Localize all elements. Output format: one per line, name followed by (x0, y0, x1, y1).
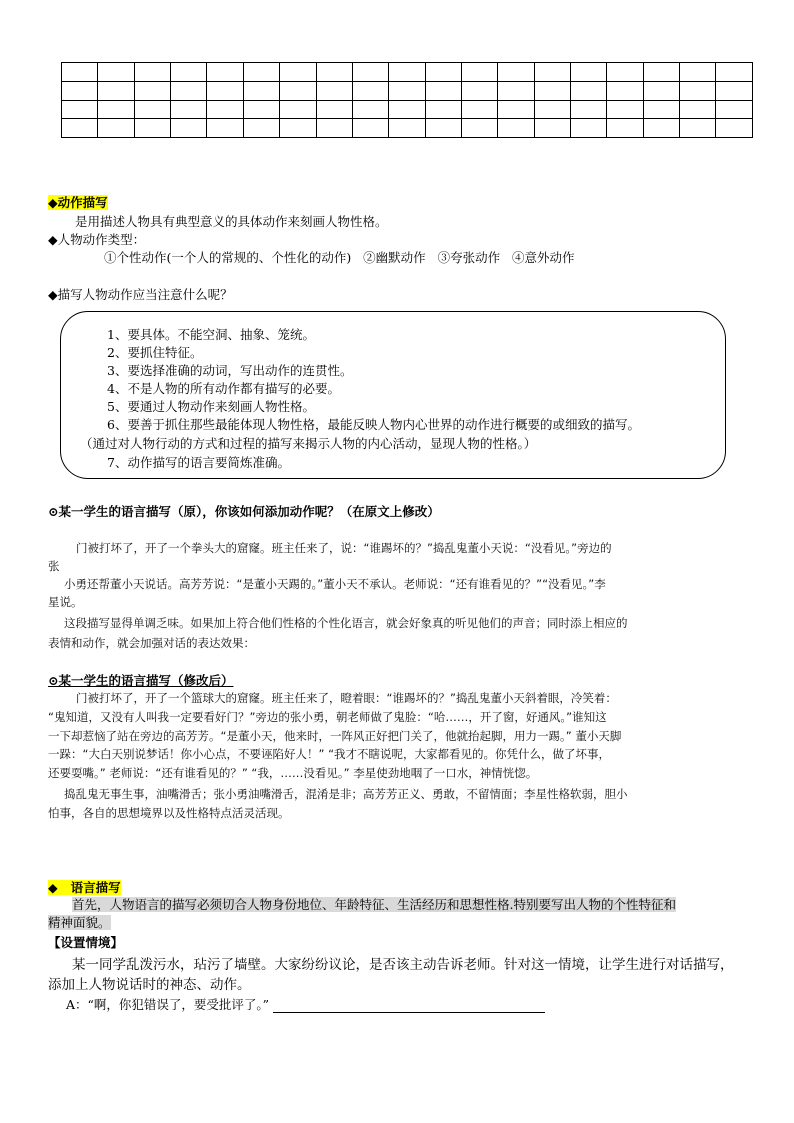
grid-row (62, 100, 753, 119)
grid-cell[interactable] (316, 81, 352, 100)
original-line: 门被打坏了，开了一个拳头大的窟窿。班主任来了，说：“谁踢坏的？”捣乱鬼董小天说：“没看见。”旁边的 (76, 541, 612, 555)
revised-heading (48, 671, 233, 689)
grid-cell[interactable] (461, 63, 497, 82)
grid-cell[interactable] (461, 81, 497, 100)
grid-cell[interactable] (280, 100, 316, 119)
grid-cell[interactable] (316, 100, 352, 119)
grid-cell[interactable] (607, 119, 643, 138)
original-line: 这段描写显得单调乏味。如果加上符合他们性格的个性化语言，就会好象真的听见他们的声音；同时添上相应的 (64, 616, 628, 630)
language-heading-text: ◆ 语言描写 (48, 880, 121, 895)
revised-line: 捣乱鬼无事生事，油嘴滑舌；张小勇油嘴滑舌，混淆是非；高芳芳正义、勇敢，不留情面；李星性格软弱，胆小 (64, 787, 628, 801)
grid-cell[interactable] (571, 100, 607, 119)
grid-cell[interactable] (98, 63, 134, 82)
grid-cell[interactable] (171, 63, 207, 82)
revised-line: 怕事，各自的思想境界以及性格特点活灵活现。 (48, 806, 290, 820)
answer-a-text: A：“啊，你犯错误了，要受批评了。” (66, 997, 270, 1012)
grid-cell[interactable] (62, 100, 98, 119)
tip-item: 2、要抓住特征。 (107, 345, 203, 360)
grid-cell[interactable] (243, 119, 279, 138)
grid-cell[interactable] (643, 100, 679, 119)
original-heading: ⊙某一学生的语言描写（原），你该如何添加动作呢？（在原文上修改） (48, 504, 440, 519)
grid-cell[interactable] (643, 63, 679, 82)
language-intro-end (48, 913, 111, 931)
grid-cell[interactable] (498, 119, 534, 138)
grid-cell[interactable] (171, 81, 207, 100)
grid-cell[interactable] (207, 81, 243, 100)
grid-cell[interactable] (389, 81, 425, 100)
grid-row (62, 63, 753, 82)
grid-cell[interactable] (62, 81, 98, 100)
grid-cell[interactable] (680, 81, 716, 100)
grid-cell[interactable] (680, 63, 716, 82)
tip-note: （通过对人物行动的方式和过程的描写来揭示人物的内心活动，显现人物的性格。） (80, 436, 537, 451)
revised-line: “鬼知道，又没有人叫我一定要看好门？”旁边的张小勇，朝老师做了鬼脸：“哈……，开了窗，好通风。”谁知这 (48, 710, 607, 724)
tip-item: 6、要善于抓住那些最能体现人物性格，最能反映人物内心世界的动作进行概要的或细致的描写。 (107, 417, 640, 432)
action-types-label: ◆人物动作类型： (48, 232, 146, 247)
grid-cell[interactable] (498, 100, 534, 119)
grid-cell[interactable] (643, 81, 679, 100)
revised-line: 还要耍嘴。” 老师说：“还有谁看见的？” “我，……没看见。” 李星使劲地咽了一口水，神情恍惚。 (48, 766, 538, 780)
grid-cell[interactable] (352, 119, 388, 138)
grid-cell[interactable] (280, 81, 316, 100)
grid-cell[interactable] (134, 119, 170, 138)
grid-cell[interactable] (98, 100, 134, 119)
grid-cell[interactable] (134, 63, 170, 82)
grid-cell[interactable] (352, 63, 388, 82)
grid-cell[interactable] (716, 100, 753, 119)
writing-grid (61, 62, 753, 138)
grid-cell[interactable] (207, 63, 243, 82)
grid-cell[interactable] (425, 63, 461, 82)
answer-a-blank[interactable] (273, 998, 545, 1013)
original-line: 张 (48, 559, 60, 573)
original-line: 小勇还帮董小天说话。高芳芳说：“是董小天踢的。”董小天不承认。老师说：“还有谁看见的？”“没看见。”李 (64, 577, 606, 591)
grid-cell[interactable] (62, 63, 98, 82)
tip-item: 4、不是人物的所有动作都有描写的必要。 (107, 381, 340, 396)
revised-line: 一下却惹恼了站在旁边的高芳芳。“是董小天，他来时，一阵风正好把门关了，他就抬起脚，用力一踢。” 董小天脚 (48, 729, 622, 743)
grid-cell[interactable] (243, 100, 279, 119)
grid-cell[interactable] (607, 81, 643, 100)
grid-cell[interactable] (316, 119, 352, 138)
grid-cell[interactable] (716, 81, 753, 100)
grid-cell[interactable] (425, 119, 461, 138)
grid-cell[interactable] (352, 81, 388, 100)
revised-heading-text: ⊙某一学生的语言描写（修改后） (48, 673, 234, 688)
action-question: ◆描写人物动作应当注意什么呢？ (48, 287, 233, 302)
grid-cell[interactable] (461, 100, 497, 119)
grid-cell[interactable] (534, 119, 570, 138)
grid-cell[interactable] (389, 100, 425, 119)
grid-cell[interactable] (534, 100, 570, 119)
grid-row (62, 119, 753, 138)
grid-cell[interactable] (498, 63, 534, 82)
answer-a (66, 995, 545, 1013)
grid-cell[interactable] (571, 119, 607, 138)
language-intro-line: 精神面貌。 (48, 915, 111, 930)
grid-cell[interactable] (534, 81, 570, 100)
grid-cell[interactable] (171, 100, 207, 119)
tips-list (107, 326, 640, 434)
grid-cell[interactable] (716, 119, 753, 138)
grid-cell[interactable] (389, 63, 425, 82)
revised-line: 一跺：“大白天别说梦话！你小心点，不要诬陷好人！” “我才不瞎说呢，大家都看见的。你凭什么，做了坏事， (48, 747, 611, 761)
grid-cell[interactable] (716, 63, 753, 82)
grid-cell[interactable] (98, 119, 134, 138)
action-heading (48, 193, 108, 211)
grid-cell[interactable] (534, 63, 570, 82)
grid-cell[interactable] (243, 63, 279, 82)
grid-cell[interactable] (352, 100, 388, 119)
action-heading-text: ◆动作描写 (48, 195, 108, 210)
grid-cell[interactable] (571, 63, 607, 82)
grid-cell[interactable] (280, 63, 316, 82)
grid-cell[interactable] (389, 119, 425, 138)
original-line: 表情和动作，就会加强对话的表达效果： (48, 636, 255, 650)
grid-cell[interactable] (62, 119, 98, 138)
scenario-label: 【设置情境】 (48, 935, 124, 950)
grid-cell[interactable] (316, 63, 352, 82)
revised-line: 门被打坏了，开了一个篮球大的窟窿。班主任来了，瞪着眼：“谁踢坏的？”捣乱鬼董小天斜着眼，冷笑着： (76, 691, 617, 705)
grid-cell[interactable] (643, 119, 679, 138)
tip-item: 3、要选择准确的动词，写出动作的连贯性。 (107, 363, 353, 378)
grid-cell[interactable] (607, 100, 643, 119)
action-types: ①个性动作(一个人的常规的、个性化的动作) ②幽默动作 ③夸张动作 ④意外动作 (104, 250, 575, 265)
language-intro-line: 首先，人物语言的描写必须切合人物身份地位、年龄特征、生活经历和思想性格.特别要写出人物的个性特征和 (72, 897, 676, 912)
tip-item: 7、动作描写的语言要简炼准确。 (107, 455, 290, 470)
grid-cell[interactable] (680, 100, 716, 119)
action-definition: 是用描述人物具有典型意义的具体动作来刻画人物性格。 (75, 214, 388, 229)
original-line: 星说。 (48, 595, 83, 609)
grid-cell[interactable] (207, 100, 243, 119)
grid-cell[interactable] (134, 100, 170, 119)
grid-cell[interactable] (98, 81, 134, 100)
tip-item: 1、要具体。不能空洞、抽象、笼统。 (107, 327, 315, 342)
grid-cell[interactable] (461, 119, 497, 138)
language-intro (48, 895, 756, 913)
grid-cell[interactable] (425, 81, 461, 100)
grid-cell[interactable] (243, 81, 279, 100)
grid-row (62, 81, 753, 100)
grid-cell[interactable] (207, 119, 243, 138)
grid-cell[interactable] (280, 119, 316, 138)
language-heading (48, 878, 121, 896)
grid-cell[interactable] (571, 81, 607, 100)
grid-cell[interactable] (680, 119, 716, 138)
scenario-line: 添加上人物说话时的神态、动作。 (48, 977, 251, 993)
grid-cell[interactable] (134, 81, 170, 100)
tip-item: 5、要通过人物动作来刻画人物性格。 (107, 399, 315, 414)
grid-cell[interactable] (171, 119, 207, 138)
scenario-line: 某一同学乱泼污水，玷污了墙壁。大家纷纷议论，是否该主动告诉老师。针对这一情境，让学生进行对话描写， (72, 957, 734, 973)
grid-cell[interactable] (425, 100, 461, 119)
grid-cell[interactable] (607, 63, 643, 82)
grid-cell[interactable] (498, 81, 534, 100)
